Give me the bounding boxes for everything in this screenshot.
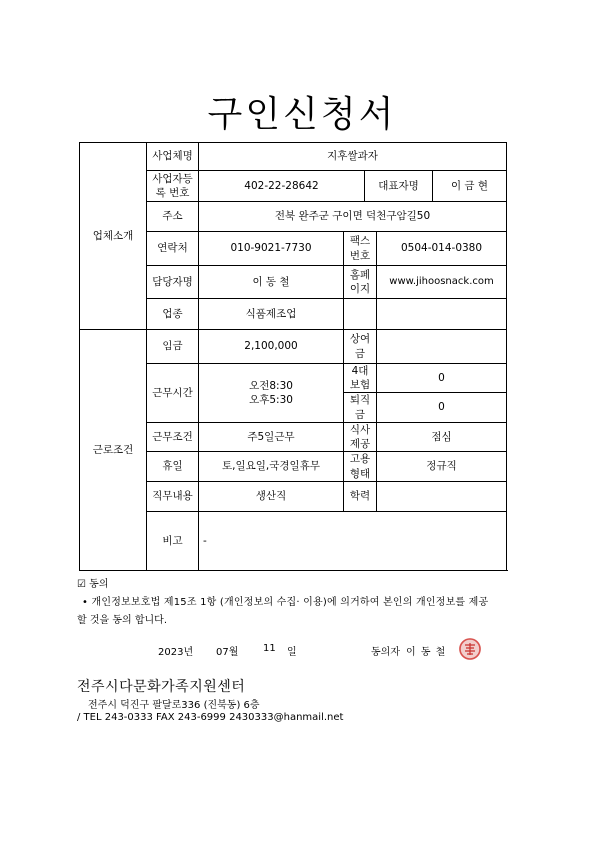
severance-value: 0 — [377, 393, 507, 422]
work-section-label: 근로조건 — [80, 330, 147, 571]
industry-extra-cell — [344, 299, 377, 330]
seal-stamp-icon — [458, 637, 482, 661]
hours-value — [199, 364, 344, 423]
date-day: 11 — [263, 643, 276, 654]
consent-heading: 동의 — [89, 579, 109, 590]
ceo-value: 이 금 현 — [433, 171, 507, 202]
address-label: 주소 — [147, 202, 199, 232]
meal-label: 식사제공 — [344, 422, 377, 451]
page-title: 구인신청서 — [207, 94, 397, 135]
hours-start: 오전8:30 — [249, 379, 293, 392]
hours-end: 오후5:30 — [249, 393, 293, 406]
address-value: 전북 완주군 구이면 덕천구암길50 — [199, 202, 507, 232]
fax-value: 0504-014-0380 — [377, 232, 507, 266]
condition-label: 근무조건 — [147, 422, 199, 451]
meal-value: 점심 — [377, 422, 507, 451]
homepage-label: 홈페이지 — [344, 266, 377, 299]
date-day-unit: 일 — [287, 647, 297, 658]
insurance-value: 0 — [377, 364, 507, 393]
organization-address: 전주시 덕진구 팔달로336 (진북동) 6층 — [88, 700, 260, 711]
phone-label: 연락처 — [147, 232, 199, 266]
organization-contact: / TEL 243-0333 FAX 243-6999 2430333@hanmail.net — [77, 712, 344, 723]
bizno-value: 402-22-28642 — [199, 171, 365, 202]
date-year: 2023년 — [158, 647, 194, 658]
remarks-label: 비고 — [147, 512, 199, 571]
consent-checkbox-icon[interactable]: ☑ — [77, 579, 86, 590]
homepage-value: www.jihoosnack.com — [377, 266, 507, 299]
company-name-label: 사업체명 — [147, 143, 199, 171]
wage-label: 임금 — [147, 330, 199, 364]
insurance-label: 4대 보험 — [344, 364, 377, 393]
consent-text-line1: • 개인정보보호법 제15조 1항 (개인정보의 수집· 이용)에 의거하여 본인의 개인정보를 제공 — [82, 597, 489, 608]
industry-extra-cell-2 — [377, 299, 507, 330]
remarks-value: - — [199, 512, 507, 571]
bonus-value — [377, 330, 507, 364]
organization-name: 전주시다문화가족지원센터 — [77, 679, 246, 695]
duty-label: 직무내용 — [147, 482, 199, 512]
education-label: 학력 — [344, 482, 377, 512]
condition-value: 주5일근무 — [199, 422, 344, 451]
holiday-label: 휴일 — [147, 452, 199, 482]
holiday-value: 토,일요일,국경일휴무 — [199, 452, 344, 482]
severance-label: 퇴직금 — [344, 393, 377, 422]
education-value — [377, 482, 507, 512]
company-name-value: 지후쌀과자 — [199, 143, 507, 171]
wage-value: 2,100,000 — [199, 330, 344, 364]
fax-label: 팩스번호 — [344, 232, 377, 266]
consent-text-line2: 할 것을 동의 합니다. — [77, 615, 167, 626]
bizno-label: 사업자등록 번호 — [147, 171, 199, 202]
signer-label: 동의자 — [371, 647, 400, 658]
employment-label: 고용형태 — [344, 452, 377, 482]
phone-value: 010-9021-7730 — [199, 232, 344, 266]
company-section-label: 업체소개 — [80, 143, 147, 330]
signer-name: 이 동 철 — [406, 647, 447, 658]
bonus-label: 상여금 — [344, 330, 377, 364]
duty-value: 생산직 — [199, 482, 344, 512]
industry-label: 업종 — [147, 299, 199, 330]
manager-value: 이 동 철 — [199, 266, 344, 299]
application-form-table — [79, 142, 507, 571]
ceo-label: 대표자명 — [365, 171, 433, 202]
industry-value: 식품제조업 — [199, 299, 344, 330]
hours-label: 근무시간 — [147, 364, 199, 423]
date-month: 07월 — [216, 647, 239, 658]
employment-value: 정규직 — [377, 452, 507, 482]
manager-label: 담당자명 — [147, 266, 199, 299]
consent-block — [77, 576, 517, 630]
